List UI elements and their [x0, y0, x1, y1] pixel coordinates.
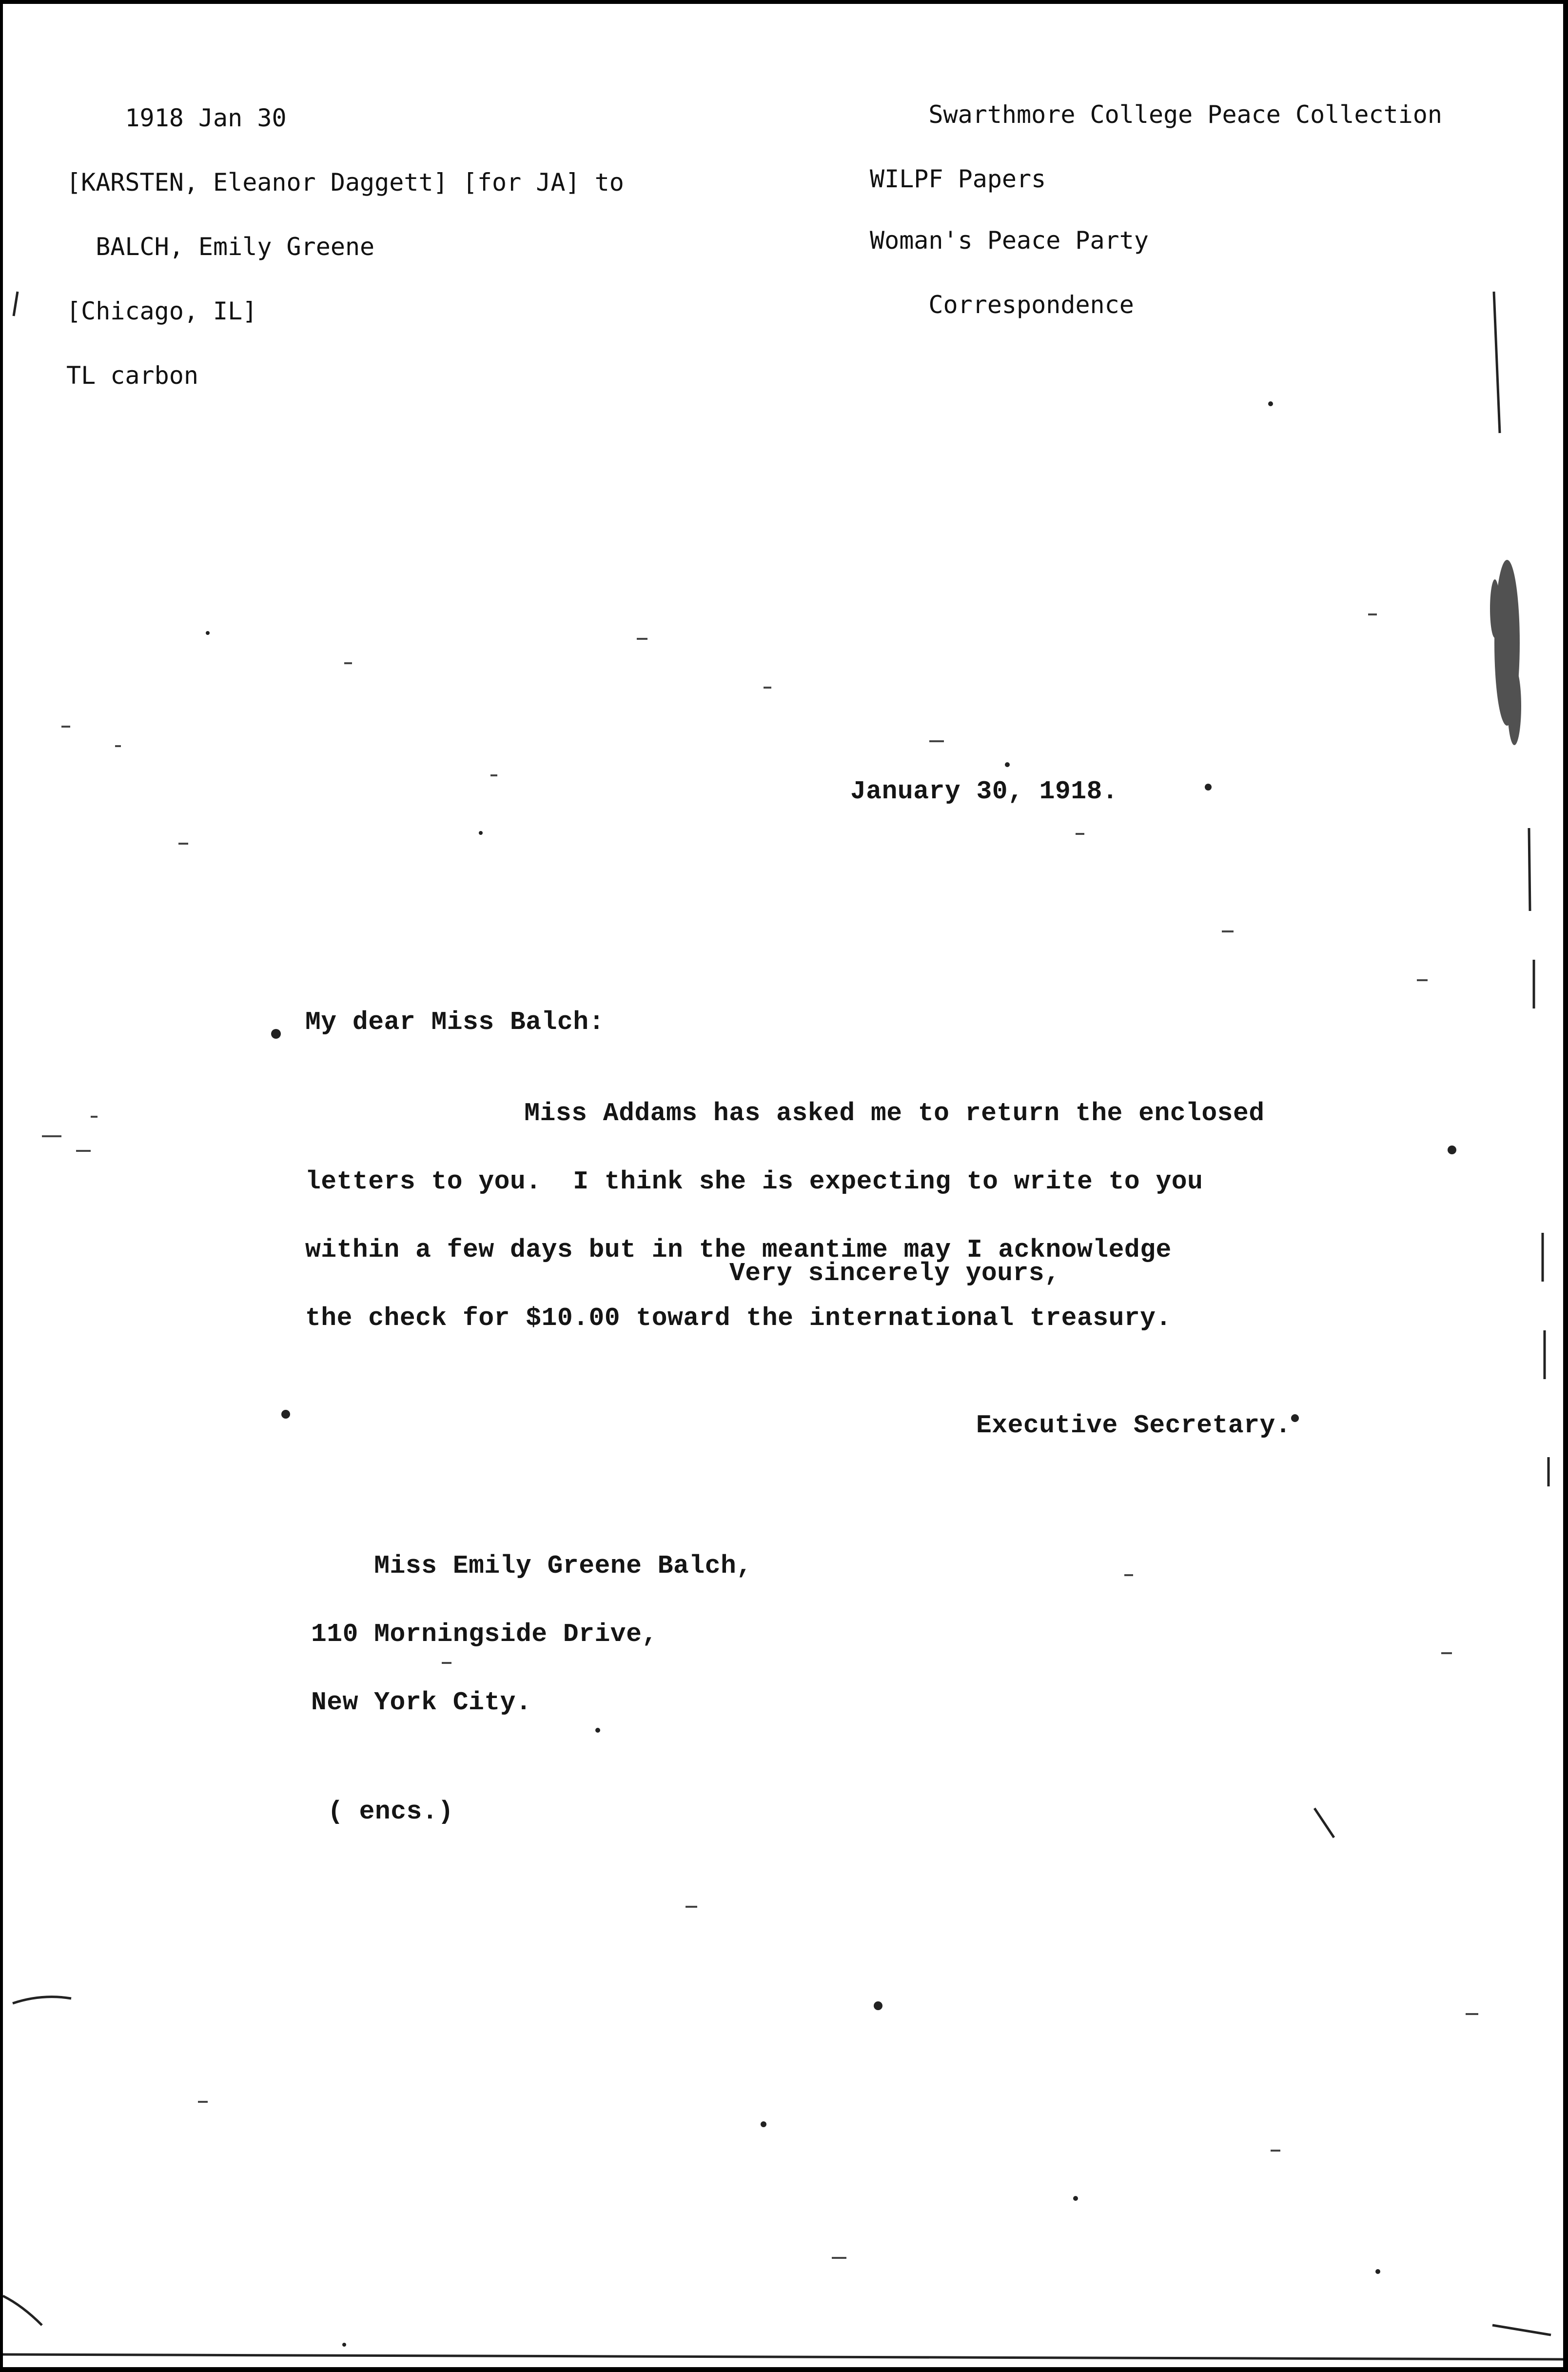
collection-name: Swarthmore College Peace Collection [928, 100, 1443, 129]
signature-title: Executive Secretary. [976, 1411, 1292, 1440]
document-page [3, 4, 1563, 2367]
enclosure-note: ( encs.) [328, 1797, 454, 1826]
series-name: WILPF Papers [870, 165, 1046, 193]
catalog-place: [Chicago, IL] [66, 297, 257, 325]
complimentary-close: Very sincerely yours, [729, 1259, 1060, 1288]
address-line: Miss Emily Greene Balch, [374, 1551, 752, 1581]
catalog-correspondents: [KARSTEN, Eleanor Daggett] [for JA] to [66, 168, 624, 197]
recipient-address [311, 1515, 752, 1754]
catalog-header-right [870, 66, 1442, 353]
subseries-name: Woman's Peace Party [870, 226, 1149, 255]
catalog-date: 1918 Jan 30 [125, 104, 287, 132]
letter-body [305, 1062, 1265, 1369]
letter-date: January 30, 1918. [850, 777, 1118, 806]
folder-name: Correspondence [928, 291, 1134, 319]
body-line: letters to you. I think she is expecting to write to you [305, 1167, 1203, 1196]
catalog-format: TL carbon [66, 361, 198, 390]
catalog-recipient: BALCH, Emily Greene [66, 233, 375, 261]
salutation: My dear Miss Balch: [305, 1008, 605, 1037]
address-line: New York City. [311, 1688, 532, 1717]
body-line: Miss Addams has asked me to return the enclosed [524, 1099, 1265, 1128]
body-line: within a few days but in the meantime may I acknowledge [305, 1235, 1172, 1265]
address-line: 110 Morningside Drive, [311, 1620, 658, 1649]
body-line: the check for $10.00 toward the international treasury. [305, 1304, 1172, 1333]
catalog-header-left [66, 70, 624, 424]
